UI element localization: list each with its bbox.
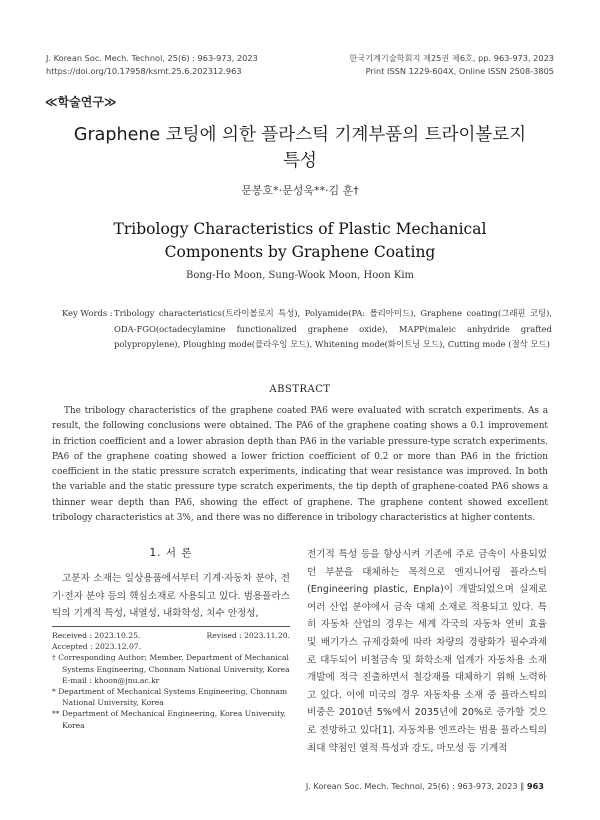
title-english [0, 218, 600, 264]
authors-english: Bong-Ho Moon, Sung-Wook Moon, Hoon Kim [185, 270, 415, 281]
journal-citation-ko: 한국기계기술학회지 제25권 제6호, pp. 963-973, 2023 [349, 53, 554, 63]
corresponding-email[interactable]: E-mail : khoon@jnu.ac.kr [62, 675, 160, 685]
doi-link[interactable]: https://doi.org/10.17958/ksmt.25.6.202312.963 [46, 66, 242, 76]
title-korean-line2: 특성 [283, 151, 317, 171]
footer-citation: J. Korean Soc. Mech. Technol, 25(6) : 963-973, 2023 ∥ [305, 781, 525, 791]
page-footer [306, 781, 544, 791]
section-heading-introduction: 1. 서 론 [149, 547, 193, 559]
received-revised-row [52, 630, 290, 641]
title-korean [0, 122, 600, 174]
title-korean-line1: Graphene 코팅에 의한 플라스틱 기계부품의 트라이볼로지 [73, 125, 527, 145]
keywords-block [62, 306, 552, 353]
received-date: Received : 2023.10.25. [52, 631, 141, 640]
intro-paragraph-column1: 고분자 소재는 일상용품에서부터 기계·자동차 분야, 전기·전자 분야 등의 핵심소재로 사용되고 있다. 범용플라스틱의 기계적 특성, 내열성, 내화학성, 치수 안정성, [52, 573, 290, 620]
affiliation-2: ** Department of Mechanical Engineering, Korea University, Korea [52, 709, 286, 730]
journal-citation-en: J. Korean Soc. Mech. Technol, 25(6) : 963-973, 2023 [46, 53, 258, 63]
page-number: 963 [526, 781, 544, 791]
footnotes [52, 630, 290, 731]
intro-paragraph-column2: 전기적 특성 등을 향상시켜 기존에 주로 금속이 사용되었던 부분을 대체하는 목적으로 엔지니어링 플라스틱(Engineering plastic, Enpla)이 개발되었으며 실제로 여러 산업 분야에서 금속 대체 소재로 적용되고 있다. 특히 자동차 산업의 경우는 세계 각국의 자동차 연비 효율 및 배기가스 규제강화에 따라 차량의 경량화가 필수과제로 대두되어 비철금속 및 화학소재 업계가 자동차용 소재 개발에 적극 진출하면서 철강재를 대체하기 위해 노력하고 있다. 이에 미국의 경우 자동차용 소재 중 플라스틱의 비중은 2010년 5%에서 2035년에 20%로 증가할 것으로 전망하고 있다[1]. 자동차용 엔프라는 범용 플라스틱의 최대 약점인 열적 특성과 강도, 마모성 등 기계적 [307, 549, 547, 754]
footnote-divider [52, 626, 290, 627]
title-english-line2: Components by Graphene Coating [164, 243, 436, 261]
keywords-text: Tribology characteristics(트라이볼로지 특성), Polyamide(PA: 폴리아미드), Graphene coating(그래핀 코팅), ODA-FGO(octadecylamine functionalized graphene oxide), MAPP(maleic anhydride grafted polypropylene), Ploughing mode(플라우잉 모드), Whitening mode(화이트닝 모드), Cutting mode (절삭 모드) [114, 308, 552, 349]
title-english-line1: Tribology Characteristics of Plastic Mechanical [113, 220, 487, 238]
abstract-body: The tribology characteristics of the graphene coated PA6 were evaluated with scratch experiments. As a result, the following conclusions were obtained. The PA6 of the graphene coating shows a 0.1 improvement in friction coefficient and a lower abrasion depth than PA6 in the variable pressure-type scratch experiments. PA6 of the graphene coating showed a lower friction coefficient of 0.2 or more than PA6 in the friction coefficient in the static pressure scratch experiments, indicating that wear resistance was improved. In both the variable and the static pressure type scratch experiments, the tip depth of graphene-coated PA6 shows a thinner wear depth than PA6, showing the effect of graphene. The graphene content showed excellent tribology characteristics at 3%, and there was no difference in tribology characteristics at higher contents. [52, 406, 548, 524]
keywords-label: Key Words : [62, 308, 113, 318]
issn-info: Print ISSN 1229-604X, Online ISSN 2508-3805 [365, 66, 554, 76]
article-category: ≪학술연구≫ [45, 95, 117, 109]
affiliation-1: * Department of Mechanical Systems Engineering, Chonnam National University, Korea [52, 687, 288, 708]
corresponding-author: † Corresponding Author; Member, Department of Mechanical Systems Engineering, Chonnam National University, Korea [52, 653, 290, 674]
authors-korean: 문봉호*·문성욱**·김 훈† [241, 184, 359, 197]
running-header-left [46, 52, 258, 78]
abstract-heading: ABSTRACT [269, 384, 331, 395]
running-header-right [349, 52, 554, 78]
revised-date: Revised : 2023.11.20. [206, 631, 290, 640]
accepted-date: Accepted : 2023.12.07. [52, 642, 142, 652]
